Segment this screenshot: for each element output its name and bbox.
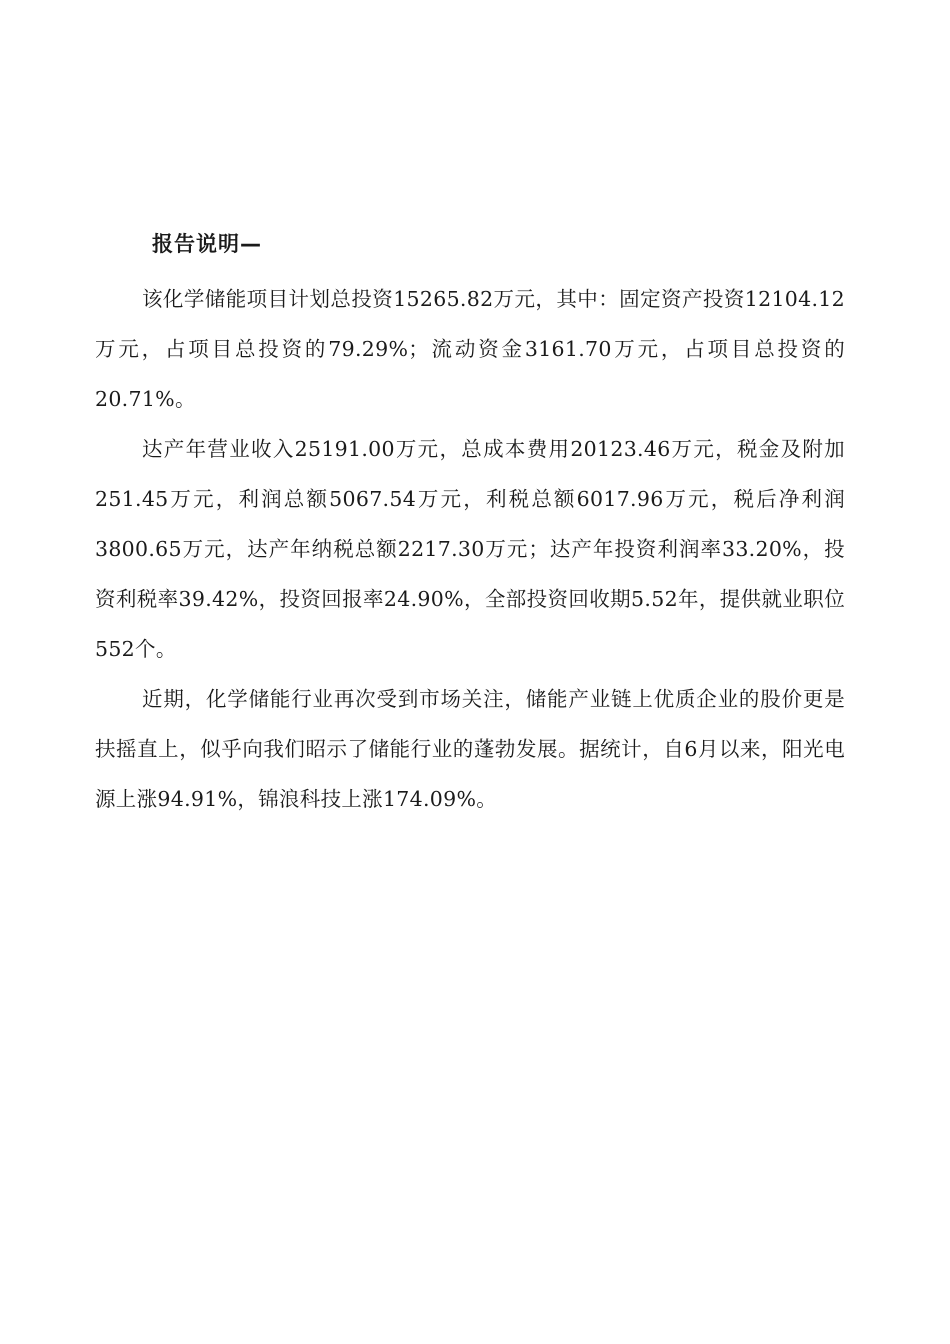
report-heading: 报告说明— bbox=[152, 232, 262, 256]
paragraph-market: 近期，化学储能行业再次受到市场关注，储能产业链上优质企业的股价更是扶摇直上，似乎向我们昭示了储能行业的蓬勃发展。据统计，自6月以来，阳光电源上涨94.91%，锦浪科技上涨174.09%。 bbox=[95, 687, 845, 811]
paragraph-revenue: 达产年营业收入25191.00万元，总成本费用20123.46万元，税金及附加251.45万元，利润总额5067.54万元，利税总额6017.96万元，税后净利润3800.65万元，达产年纳税总额2217.30万元；达产年投资利润率33.20%，投资利税率39.42%，投资回报率24.90%，全部投资回收期5.52年，提供就业职位552个。 bbox=[95, 437, 845, 661]
paragraph-investment: 该化学储能项目计划总投资15265.82万元，其中：固定资产投资12104.12万元，占项目总投资的79.29%；流动资金3161.70万元，占项目总投资的20.71%。 bbox=[95, 287, 845, 411]
report-body bbox=[95, 274, 845, 824]
